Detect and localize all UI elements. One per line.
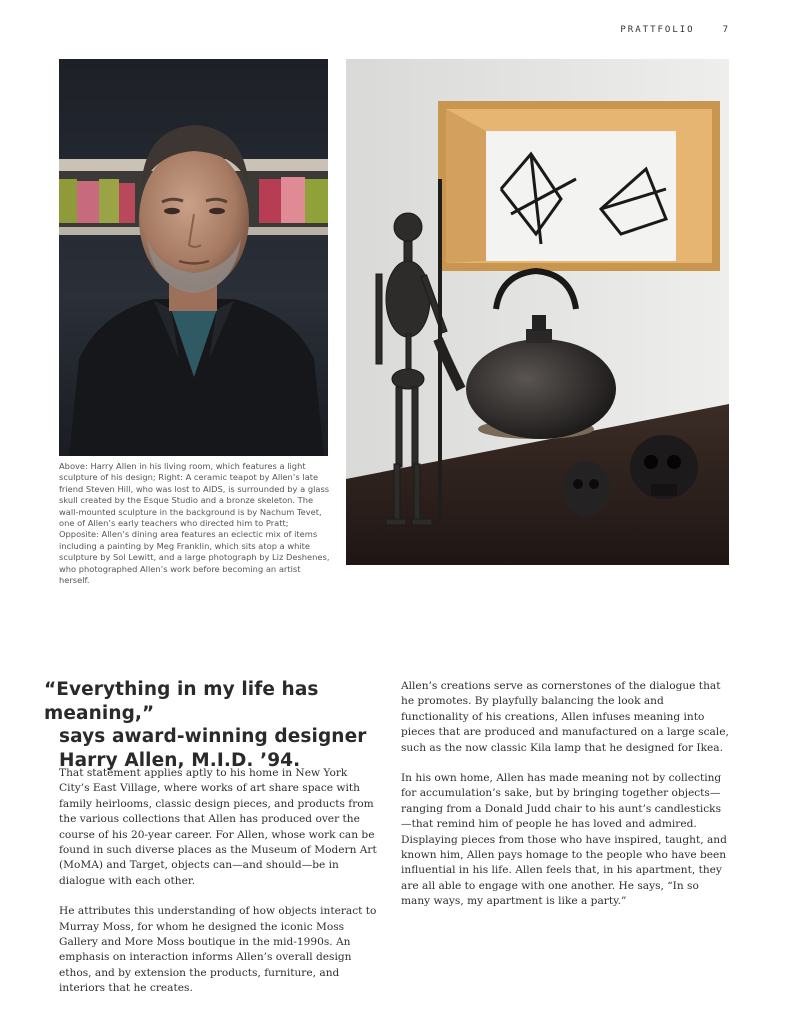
- body-paragraph: In his own home, Allen has made meaning not by collecting for accumulation’s sake, but by bringing together objects—ranging from a Donald Judd chair to his aunt’s candlesticks—that remind him of people he has loved and admired. Displaying pieces from those who have inspired, taught, and known him, Allen pays homage to the people who have been influential in his life. Allen feels that, in his apartment, they are all able to engage with one another. He says, “In so many ways, my apartment is like a party.”: [401, 772, 727, 908]
- page-header: [620, 25, 730, 35]
- photo-caption: Above: Harry Allen in his living room, which features a light sculpture of his design; Right: A ceramic teapot by Allen’s late friend Steven Hill, who was lost to AIDS, is surrounded by a glass skull created by the Esque Studio and a bronze skeleton. The wall-mounted sculpture in the background is by Nachum Tevet, one of Allen’s early teachers who directed him to Pratt; Opposite: Allen’s dining area features an eclectic mix of items including a painting by Meg Franklin, which sits atop a white sculpture by Sol Lewitt, and a large photograph by Liz Deshenes, who photographed Allen’s work before becoming an artist herself.: [59, 461, 330, 586]
- portrait-image: [59, 59, 328, 456]
- body-paragraph: Allen’s creations serve as cornerstones of the dialogue that he promotes. By playfully balancing the look and functionality of his creations, Allen infuses meaning into pieces that are produced and manufactured on a large scale, such as the now classic Kila lamp that he designed for Ikea.: [401, 680, 729, 754]
- body-paragraph: He attributes this understanding of how objects interact to Murray Moss, for whom he designed the iconic Moss Gallery and More Moss boutique in the mid-1990s. An emphasis on interaction informs Allen’s overall design ethos, and by extension the products, furniture, and interiors that he creates.: [59, 905, 377, 995]
- pull-quote-line-3: Harry Allen, M.I.D. ’94.: [59, 749, 301, 771]
- pull-quote-line-2: says award-winning designer: [59, 726, 367, 747]
- still-life-photo: [346, 59, 729, 565]
- still-life-image: [346, 59, 729, 565]
- page-number: 7: [722, 25, 730, 35]
- body-paragraph: That statement applies aptly to his home in New York City’s East Village, where works of art share space with family heirlooms, classic design pieces, and products from the various collections that Allen has produced over the course of his 20-year career. For Allen, whose work can be found in such diverse places as the Museum of Modern Art (MoMA) and Target, objects can—and should—be in dialogue with each other.: [59, 767, 377, 887]
- body-column-right: [401, 679, 731, 925]
- body-column-left: [59, 766, 381, 1012]
- portrait-photo: [59, 59, 328, 456]
- pull-quote: [44, 678, 389, 772]
- pull-quote-line-1: “Everything in my life has meaning,”: [44, 679, 319, 724]
- publication-name: PRATTFOLIO: [620, 25, 695, 35]
